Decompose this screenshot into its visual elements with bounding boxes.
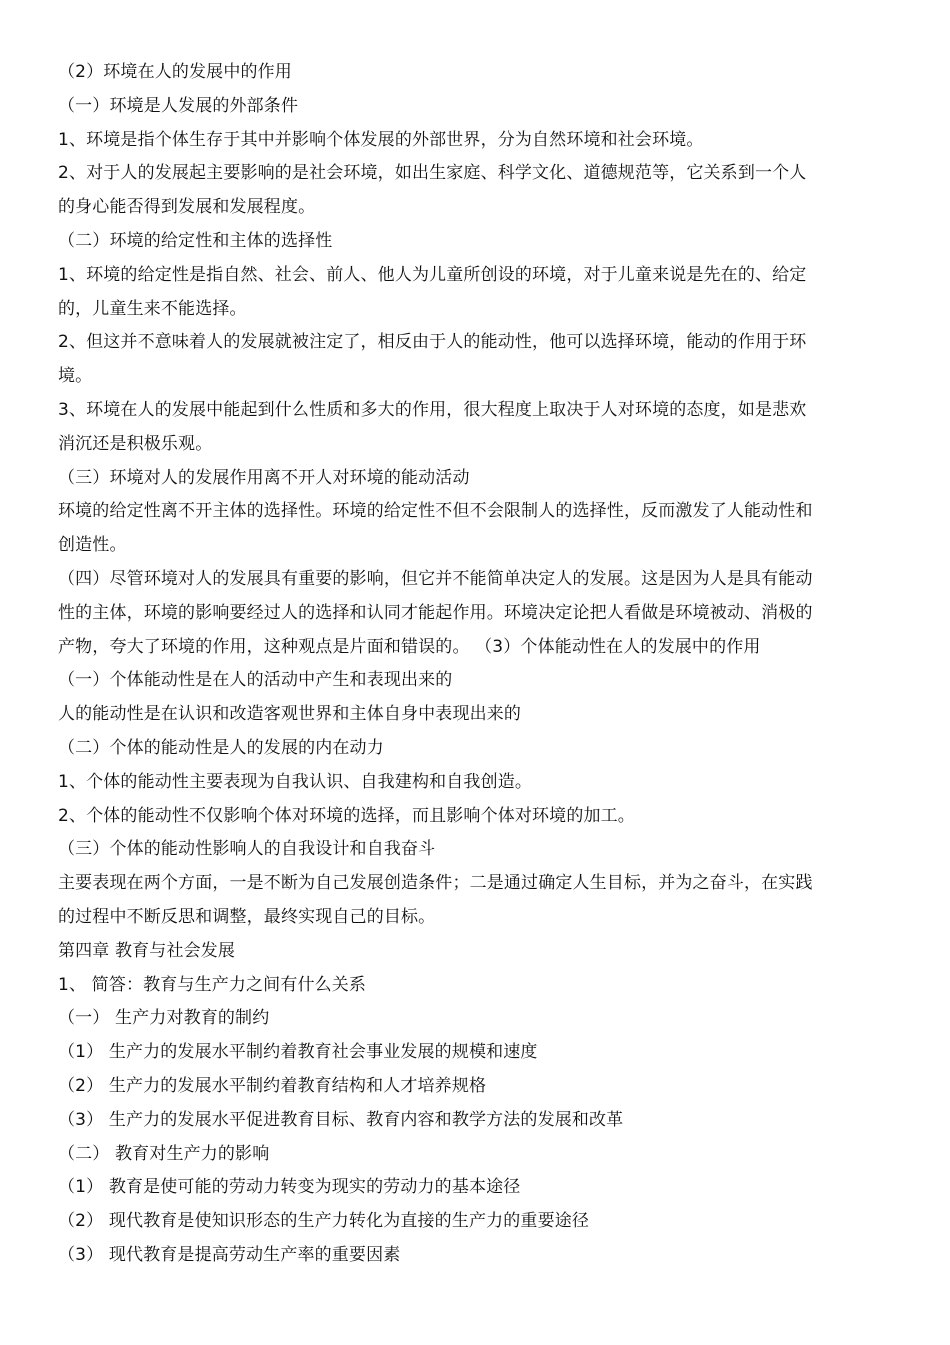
list-item: （2） 现代教育是使知识形态的生产力转化为直接的生产力的重要途径	[58, 1211, 590, 1232]
text-line: 人的能动性是在认识和改造客观世界和主体自身中表现出来的	[58, 704, 522, 725]
list-item: （3） 现代教育是提高劳动生产率的重要因素	[58, 1244, 401, 1265]
text-line: 的，儿童生来不能选择。	[58, 298, 247, 319]
document-body	[58, 56, 894, 1273]
section-heading: （一）个体能动性是在人的活动中产生和表现出来的	[58, 670, 453, 691]
section-heading: （三）环境对人的发展作用离不开人对环境的能动活动	[58, 467, 470, 488]
text-line: 3、环境在人的发展中能起到什么性质和多大的作用，很大程度上取决于人对环境的态度，如是悲欢	[58, 399, 807, 420]
text-line: 的身心能否得到发展和发展程度。	[58, 197, 316, 218]
list-item: （2） 生产力的发展水平制约着教育结构和人才培养规格	[58, 1075, 487, 1096]
text-line: （四）尽管环境对人的发展具有重要的影响，但它并不能简单决定人的发展。这是因为人是具有能动	[58, 568, 813, 589]
list-item: （1） 生产力的发展水平制约着教育社会事业发展的规模和速度	[58, 1042, 538, 1063]
text-line: （2）环境在人的发展中的作用	[58, 62, 292, 82]
text-line: 的过程中不断反思和调整，最终实现自己的目标。	[58, 906, 436, 927]
section-heading: （一） 生产力对教育的制约	[58, 1008, 270, 1029]
list-item: （3） 生产力的发展水平促进教育目标、教育内容和教学方法的发展和改革	[58, 1109, 624, 1130]
text-line: 境。	[58, 366, 93, 387]
section-heading: （三）个体的能动性影响人的自我设计和自我奋斗	[58, 839, 436, 860]
text-line: 1、环境的给定性是指自然、社会、前人、他人为儿童所创设的环境，对于儿童来说是先在的、给定	[58, 264, 807, 285]
text-line: 2、对于人的发展起主要影响的是社会环境，如出生家庭、科学文化、道德规范等，它关系到一个人	[58, 163, 807, 184]
text-line: 消沉还是积极乐观。	[58, 433, 213, 454]
text-line: 性的主体，环境的影响要经过人的选择和认同才能起作用。环境决定论把人看做是环境被动、消极的	[58, 602, 813, 623]
chapter-title: 第四章 教育与社会发展	[58, 940, 236, 961]
section-heading: （二）环境的给定性和主体的选择性	[58, 230, 333, 251]
text-line: 环境的给定性离不开主体的选择性。环境的给定性不但不会限制人的选择性，反而激发了人能动性和	[58, 501, 813, 522]
question-heading: 1、 简答：教育与生产力之间有什么关系	[58, 974, 367, 995]
text-line: 1、环境是指个体生存于其中并影响个体发展的外部世界，分为自然环境和社会环境。	[58, 129, 704, 150]
text-line: 2、但这并不意味着人的发展就被注定了，相反由于人的能动性，他可以选择环境，能动的作用于环	[58, 332, 807, 353]
section-heading: （一）环境是人发展的外部条件	[58, 95, 299, 116]
text-line: 创造性。	[58, 535, 127, 556]
section-heading: （二） 教育对生产力的影响	[58, 1143, 270, 1164]
section-heading: （二）个体的能动性是人的发展的内在动力	[58, 737, 384, 758]
text-line: 2、个体的能动性不仅影响个体对环境的选择，而且影响个体对环境的加工。	[58, 805, 635, 826]
text-line: 主要表现在两个方面，一是不断为自己发展创造条件；二是通过确定人生目标，并为之奋斗，在实践	[58, 873, 813, 894]
text-line: 1、个体的能动性主要表现为自我认识、自我建构和自我创造。	[58, 771, 533, 792]
list-item: （1） 教育是使可能的劳动力转变为现实的劳动力的基本途径	[58, 1177, 521, 1198]
text-line: 产物，夸大了环境的作用，这种观点是片面和错误的。 （3）个体能动性在人的发展中的作用	[58, 636, 761, 657]
